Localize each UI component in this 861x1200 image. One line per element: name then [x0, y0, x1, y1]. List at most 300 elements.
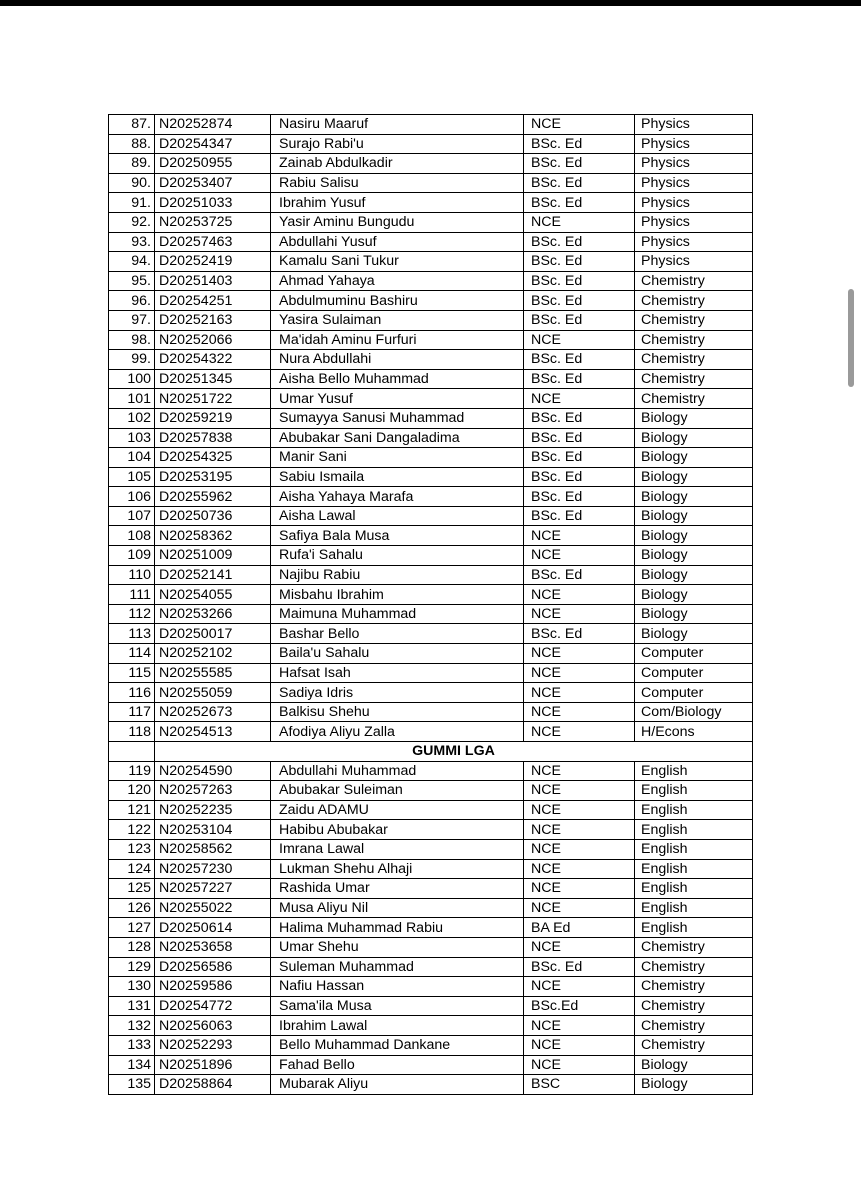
subject-cell: Chemistry [635, 310, 753, 330]
name-cell: Baila'u Sahalu [271, 644, 524, 664]
table-row [109, 683, 753, 703]
name-cell: Halima Muhammad Rabiu [271, 918, 524, 938]
qualification-cell: BSc. Ed [524, 408, 635, 428]
name-cell: Abubakar Suleiman [271, 781, 524, 801]
registration-number-cell: N20252066 [155, 330, 271, 350]
registration-number-cell: N20259586 [155, 977, 271, 997]
qualification-cell: BSc. Ed [524, 467, 635, 487]
subject-cell: English [635, 898, 753, 918]
subject-cell: Physics [635, 154, 753, 174]
table-row [109, 898, 753, 918]
table-row [109, 271, 753, 291]
subject-cell: Chemistry [635, 350, 753, 370]
name-cell: Yasir Aminu Bungudu [271, 212, 524, 232]
qualification-cell: NCE [524, 977, 635, 997]
subject-cell: Physics [635, 115, 753, 135]
registration-number-cell: D20257838 [155, 428, 271, 448]
serial-number-cell: 98. [109, 330, 155, 350]
subject-cell: Physics [635, 134, 753, 154]
name-cell: Nura Abdullahi [271, 350, 524, 370]
table-body-lower [109, 761, 753, 1094]
registration-number-cell: N20257263 [155, 781, 271, 801]
registration-number-cell: N20253725 [155, 212, 271, 232]
subject-cell: Chemistry [635, 977, 753, 997]
name-cell: Manir Sani [271, 448, 524, 468]
registration-number-cell: N20255059 [155, 683, 271, 703]
serial-number-cell: 101 [109, 389, 155, 409]
registration-number-cell: N20255022 [155, 898, 271, 918]
registration-number-cell: D20257463 [155, 232, 271, 252]
registration-number-cell: D20256586 [155, 957, 271, 977]
serial-number-cell: 125 [109, 879, 155, 899]
qualification-cell: BSc. Ed [524, 193, 635, 213]
qualification-cell: BSc. Ed [524, 232, 635, 252]
table-row [109, 232, 753, 252]
qualification-cell: NCE [524, 1016, 635, 1036]
name-cell: Abdullahi Muhammad [271, 761, 524, 781]
name-cell: Umar Yusuf [271, 389, 524, 409]
serial-number-cell: 102 [109, 408, 155, 428]
registration-number-cell: N20251009 [155, 546, 271, 566]
qualification-cell: BSc. Ed [524, 428, 635, 448]
subject-cell: Physics [635, 252, 753, 272]
name-cell: Ahmad Yahaya [271, 271, 524, 291]
subject-cell: Chemistry [635, 369, 753, 389]
subject-cell: Computer [635, 683, 753, 703]
name-cell: Abdulmuminu Bashiru [271, 291, 524, 311]
registration-number-cell: N20258362 [155, 526, 271, 546]
subject-cell: Chemistry [635, 1035, 753, 1055]
registration-number-cell: D20259219 [155, 408, 271, 428]
subject-cell: English [635, 859, 753, 879]
registration-number-cell: D20254772 [155, 996, 271, 1016]
serial-number-cell: 94. [109, 252, 155, 272]
registration-number-cell: N20252673 [155, 702, 271, 722]
qualification-cell: NCE [524, 839, 635, 859]
subject-cell: Biology [635, 467, 753, 487]
serial-number-cell: 95. [109, 271, 155, 291]
name-cell: Safiya Bala Musa [271, 526, 524, 546]
table-row [109, 918, 753, 938]
qualification-cell: NCE [524, 663, 635, 683]
name-cell: Lukman Shehu Alhaji [271, 859, 524, 879]
table-row [109, 252, 753, 272]
registration-number-cell: N20251896 [155, 1055, 271, 1075]
name-cell: Rabiu Salisu [271, 173, 524, 193]
qualification-cell: BSc. Ed [524, 487, 635, 507]
subject-cell: Biology [635, 604, 753, 624]
table-row [109, 722, 753, 742]
qualification-cell: NCE [524, 546, 635, 566]
registration-number-cell: D20251345 [155, 369, 271, 389]
qualification-cell: BSc. Ed [524, 565, 635, 585]
subject-cell: Biology [635, 487, 753, 507]
serial-number-cell: 135 [109, 1075, 155, 1095]
registration-number-cell: N20253104 [155, 820, 271, 840]
qualification-cell: BSc.Ed [524, 996, 635, 1016]
name-cell: Bello Muhammad Dankane [271, 1035, 524, 1055]
table-row [109, 879, 753, 899]
name-cell: Balkisu Shehu [271, 702, 524, 722]
table-row [109, 291, 753, 311]
serial-number-cell: 114 [109, 644, 155, 664]
serial-number-cell: 106 [109, 487, 155, 507]
registration-number-cell: N20252235 [155, 800, 271, 820]
name-cell: Aisha Lawal [271, 506, 524, 526]
table-row [109, 115, 753, 135]
subject-cell: English [635, 781, 753, 801]
table-row [109, 604, 753, 624]
table-row [109, 154, 753, 174]
subject-cell: Chemistry [635, 937, 753, 957]
table-row [109, 526, 753, 546]
table-row [109, 310, 753, 330]
qualification-cell: NCE [524, 702, 635, 722]
name-cell: Bashar Bello [271, 624, 524, 644]
name-cell: Rashida Umar [271, 879, 524, 899]
serial-number-cell: 127 [109, 918, 155, 938]
subject-cell: Physics [635, 212, 753, 232]
registration-number-cell: N20253658 [155, 937, 271, 957]
registration-number-cell: N20254513 [155, 722, 271, 742]
qualification-cell: BSc. Ed [524, 134, 635, 154]
name-cell: Musa Aliyu Nil [271, 898, 524, 918]
qualification-cell: BSc. Ed [524, 173, 635, 193]
registration-number-cell: D20254325 [155, 448, 271, 468]
section-heading: GUMMI LGA [155, 742, 753, 762]
serial-number-cell: 118 [109, 722, 155, 742]
registration-number-cell: N20255585 [155, 663, 271, 683]
subject-cell: Physics [635, 173, 753, 193]
subject-cell: Physics [635, 193, 753, 213]
serial-number-cell: 90. [109, 173, 155, 193]
subject-cell: Physics [635, 232, 753, 252]
serial-number-cell: 121 [109, 800, 155, 820]
name-cell: Mubarak Aliyu [271, 1075, 524, 1095]
subject-cell: Biology [635, 1055, 753, 1075]
serial-number-cell: 87. [109, 115, 155, 135]
serial-number-cell: 133 [109, 1035, 155, 1055]
registration-number-cell: D20250614 [155, 918, 271, 938]
table-row [109, 663, 753, 683]
qualification-cell: NCE [524, 937, 635, 957]
subject-cell: Chemistry [635, 271, 753, 291]
name-cell: Kamalu Sani Tukur [271, 252, 524, 272]
serial-number-cell: 89. [109, 154, 155, 174]
serial-number-cell: 110 [109, 565, 155, 585]
registration-number-cell: D20250955 [155, 154, 271, 174]
serial-number-cell: 115 [109, 663, 155, 683]
serial-number-cell: 128 [109, 937, 155, 957]
serial-number-cell: 132 [109, 1016, 155, 1036]
name-cell: Misbahu Ibrahim [271, 585, 524, 605]
serial-number-cell: 131 [109, 996, 155, 1016]
table-row [109, 820, 753, 840]
qualification-cell: NCE [524, 820, 635, 840]
serial-number-cell: 117 [109, 702, 155, 722]
table-row [109, 1055, 753, 1075]
serial-number-cell: 120 [109, 781, 155, 801]
qualification-cell: NCE [524, 683, 635, 703]
qualification-cell: BA Ed [524, 918, 635, 938]
subject-cell: Chemistry [635, 1016, 753, 1036]
table-row [109, 173, 753, 193]
candidate-list-table [108, 114, 753, 1095]
subject-cell: English [635, 820, 753, 840]
qualification-cell: BSc. Ed [524, 154, 635, 174]
qualification-cell: NCE [524, 1035, 635, 1055]
qualification-cell: BSc. Ed [524, 291, 635, 311]
registration-number-cell: D20250017 [155, 624, 271, 644]
registration-number-cell: D20253195 [155, 467, 271, 487]
serial-number-cell: 103 [109, 428, 155, 448]
table-row [109, 781, 753, 801]
name-cell: Nasiru Maaruf [271, 115, 524, 135]
name-cell: Habibu Abubakar [271, 820, 524, 840]
name-cell: Maimuna Muhammad [271, 604, 524, 624]
subject-cell: Biology [635, 585, 753, 605]
table-row [109, 644, 753, 664]
serial-number-cell: 112 [109, 604, 155, 624]
name-cell: Ibrahim Yusuf [271, 193, 524, 213]
registration-number-cell: D20258864 [155, 1075, 271, 1095]
name-cell: Hafsat Isah [271, 663, 524, 683]
qualification-cell: NCE [524, 212, 635, 232]
subject-cell: Biology [635, 448, 753, 468]
serial-number-cell: 119 [109, 761, 155, 781]
registration-number-cell: N20256063 [155, 1016, 271, 1036]
table-row [109, 330, 753, 350]
subject-cell: Biology [635, 428, 753, 448]
serial-number-cell: 109 [109, 546, 155, 566]
qualification-cell: NCE [524, 859, 635, 879]
table-row [109, 761, 753, 781]
qualification-cell: NCE [524, 1055, 635, 1075]
table-row [109, 428, 753, 448]
table-row [109, 996, 753, 1016]
serial-number-cell: 123 [109, 839, 155, 859]
table-row [109, 1016, 753, 1036]
qualification-cell: BSc. Ed [524, 271, 635, 291]
qualification-cell: BSc. Ed [524, 350, 635, 370]
qualification-cell: NCE [524, 526, 635, 546]
qualification-cell: NCE [524, 761, 635, 781]
subject-cell: Chemistry [635, 330, 753, 350]
serial-number-cell: 88. [109, 134, 155, 154]
registration-number-cell: D20252163 [155, 310, 271, 330]
qualification-cell: BSc. Ed [524, 252, 635, 272]
table-row [109, 134, 753, 154]
serial-number-cell: 134 [109, 1055, 155, 1075]
table-row [109, 408, 753, 428]
registration-number-cell: D20254347 [155, 134, 271, 154]
subject-cell: Computer [635, 663, 753, 683]
qualification-cell: BSc. Ed [524, 369, 635, 389]
table-row [109, 1035, 753, 1055]
subject-cell: English [635, 918, 753, 938]
serial-number-cell: 96. [109, 291, 155, 311]
subject-cell: English [635, 839, 753, 859]
serial-number-cell: 116 [109, 683, 155, 703]
registration-number-cell: D20254251 [155, 291, 271, 311]
subject-cell: Computer [635, 644, 753, 664]
table-row [109, 487, 753, 507]
table-row [109, 1075, 753, 1095]
table-row [109, 350, 753, 370]
name-cell: Ibrahim Lawal [271, 1016, 524, 1036]
subject-cell: Biology [635, 546, 753, 566]
qualification-cell: NCE [524, 879, 635, 899]
qualification-cell: NCE [524, 722, 635, 742]
table-row [109, 565, 753, 585]
qualification-cell: NCE [524, 115, 635, 135]
section-heading-row [109, 742, 753, 762]
table-row [109, 467, 753, 487]
serial-number-cell: 100 [109, 369, 155, 389]
table-row [109, 957, 753, 977]
name-cell: Afodiya Aliyu Zalla [271, 722, 524, 742]
table-body-upper [109, 115, 753, 742]
registration-number-cell: N20252874 [155, 115, 271, 135]
name-cell: Imrana Lawal [271, 839, 524, 859]
name-cell: Rufa'i Sahalu [271, 546, 524, 566]
name-cell: Zaidu ADAMU [271, 800, 524, 820]
registration-number-cell: D20250736 [155, 506, 271, 526]
registration-number-cell: N20257230 [155, 859, 271, 879]
subject-cell: Biology [635, 408, 753, 428]
serial-number-cell: 111 [109, 585, 155, 605]
subject-cell: Chemistry [635, 996, 753, 1016]
qualification-cell: BSc. Ed [524, 506, 635, 526]
registration-number-cell: D20253407 [155, 173, 271, 193]
registration-number-cell: D20252419 [155, 252, 271, 272]
serial-number-cell: 126 [109, 898, 155, 918]
qualification-cell: NCE [524, 585, 635, 605]
table-row [109, 506, 753, 526]
name-cell: Sadiya Idris [271, 683, 524, 703]
name-cell: Abubakar Sani Dangaladima [271, 428, 524, 448]
name-cell: Yasira Sulaiman [271, 310, 524, 330]
qualification-cell: BSc. Ed [524, 310, 635, 330]
serial-number-cell: 124 [109, 859, 155, 879]
name-cell: Surajo Rabi'u [271, 134, 524, 154]
registration-number-cell: N20254055 [155, 585, 271, 605]
serial-number-cell: 107 [109, 506, 155, 526]
name-cell: Sabiu Ismaila [271, 467, 524, 487]
section-row [109, 742, 753, 762]
subject-cell: Biology [635, 506, 753, 526]
registration-number-cell: N20251722 [155, 389, 271, 409]
serial-number-cell: 99. [109, 350, 155, 370]
table-row [109, 448, 753, 468]
subject-cell: Biology [635, 526, 753, 546]
registration-number-cell: N20257227 [155, 879, 271, 899]
serial-number-cell: 91. [109, 193, 155, 213]
qualification-cell: NCE [524, 644, 635, 664]
subject-cell: English [635, 800, 753, 820]
qualification-cell: NCE [524, 898, 635, 918]
subject-cell: Biology [635, 1075, 753, 1095]
table-row [109, 702, 753, 722]
qualification-cell: NCE [524, 800, 635, 820]
registration-number-cell: N20252293 [155, 1035, 271, 1055]
registration-number-cell: D20255962 [155, 487, 271, 507]
subject-cell: Chemistry [635, 389, 753, 409]
qualification-cell: BSc. Ed [524, 957, 635, 977]
subject-cell: Chemistry [635, 291, 753, 311]
name-cell: Umar Shehu [271, 937, 524, 957]
serial-number-cell: 129 [109, 957, 155, 977]
table-row [109, 977, 753, 997]
name-cell: Fahad Bello [271, 1055, 524, 1075]
table-row [109, 546, 753, 566]
table-row [109, 369, 753, 389]
name-cell: Suleman Muhammad [271, 957, 524, 977]
registration-number-cell: N20254590 [155, 761, 271, 781]
subject-cell: Com/Biology [635, 702, 753, 722]
table-row [109, 839, 753, 859]
serial-number-cell: 104 [109, 448, 155, 468]
scrollbar-thumb[interactable] [848, 289, 854, 387]
registration-number-cell: N20253266 [155, 604, 271, 624]
table-row [109, 859, 753, 879]
table-row [109, 585, 753, 605]
table-row [109, 193, 753, 213]
registration-number-cell: D20254322 [155, 350, 271, 370]
qualification-cell: BSc. Ed [524, 448, 635, 468]
serial-number-cell: 97. [109, 310, 155, 330]
serial-number-cell: 108 [109, 526, 155, 546]
subject-cell: Biology [635, 624, 753, 644]
name-cell: Zainab Abdulkadir [271, 154, 524, 174]
name-cell: Aisha Bello Muhammad [271, 369, 524, 389]
registration-number-cell: D20251403 [155, 271, 271, 291]
serial-number-cell: 113 [109, 624, 155, 644]
table-row [109, 624, 753, 644]
name-cell: Ma'idah Aminu Furfuri [271, 330, 524, 350]
table-row [109, 937, 753, 957]
name-cell: Sumayya Sanusi Muhammad [271, 408, 524, 428]
qualification-cell: BSc. Ed [524, 624, 635, 644]
registration-number-cell: N20252102 [155, 644, 271, 664]
section-heading-spacer [109, 742, 155, 762]
qualification-cell: NCE [524, 604, 635, 624]
name-cell: Najibu Rabiu [271, 565, 524, 585]
name-cell: Abdullahi Yusuf [271, 232, 524, 252]
serial-number-cell: 122 [109, 820, 155, 840]
subject-cell: Chemistry [635, 957, 753, 977]
qualification-cell: BSC [524, 1075, 635, 1095]
subject-cell: H/Econs [635, 722, 753, 742]
qualification-cell: NCE [524, 330, 635, 350]
subject-cell: English [635, 879, 753, 899]
serial-number-cell: 92. [109, 212, 155, 232]
table-row [109, 800, 753, 820]
serial-number-cell: 130 [109, 977, 155, 997]
subject-cell: English [635, 761, 753, 781]
name-cell: Nafiu Hassan [271, 977, 524, 997]
serial-number-cell: 105 [109, 467, 155, 487]
registration-number-cell: D20252141 [155, 565, 271, 585]
subject-cell: Biology [635, 565, 753, 585]
registration-number-cell: N20258562 [155, 839, 271, 859]
table-row [109, 212, 753, 232]
registration-number-cell: D20251033 [155, 193, 271, 213]
qualification-cell: NCE [524, 389, 635, 409]
qualification-cell: NCE [524, 781, 635, 801]
serial-number-cell: 93. [109, 232, 155, 252]
table-row [109, 389, 753, 409]
